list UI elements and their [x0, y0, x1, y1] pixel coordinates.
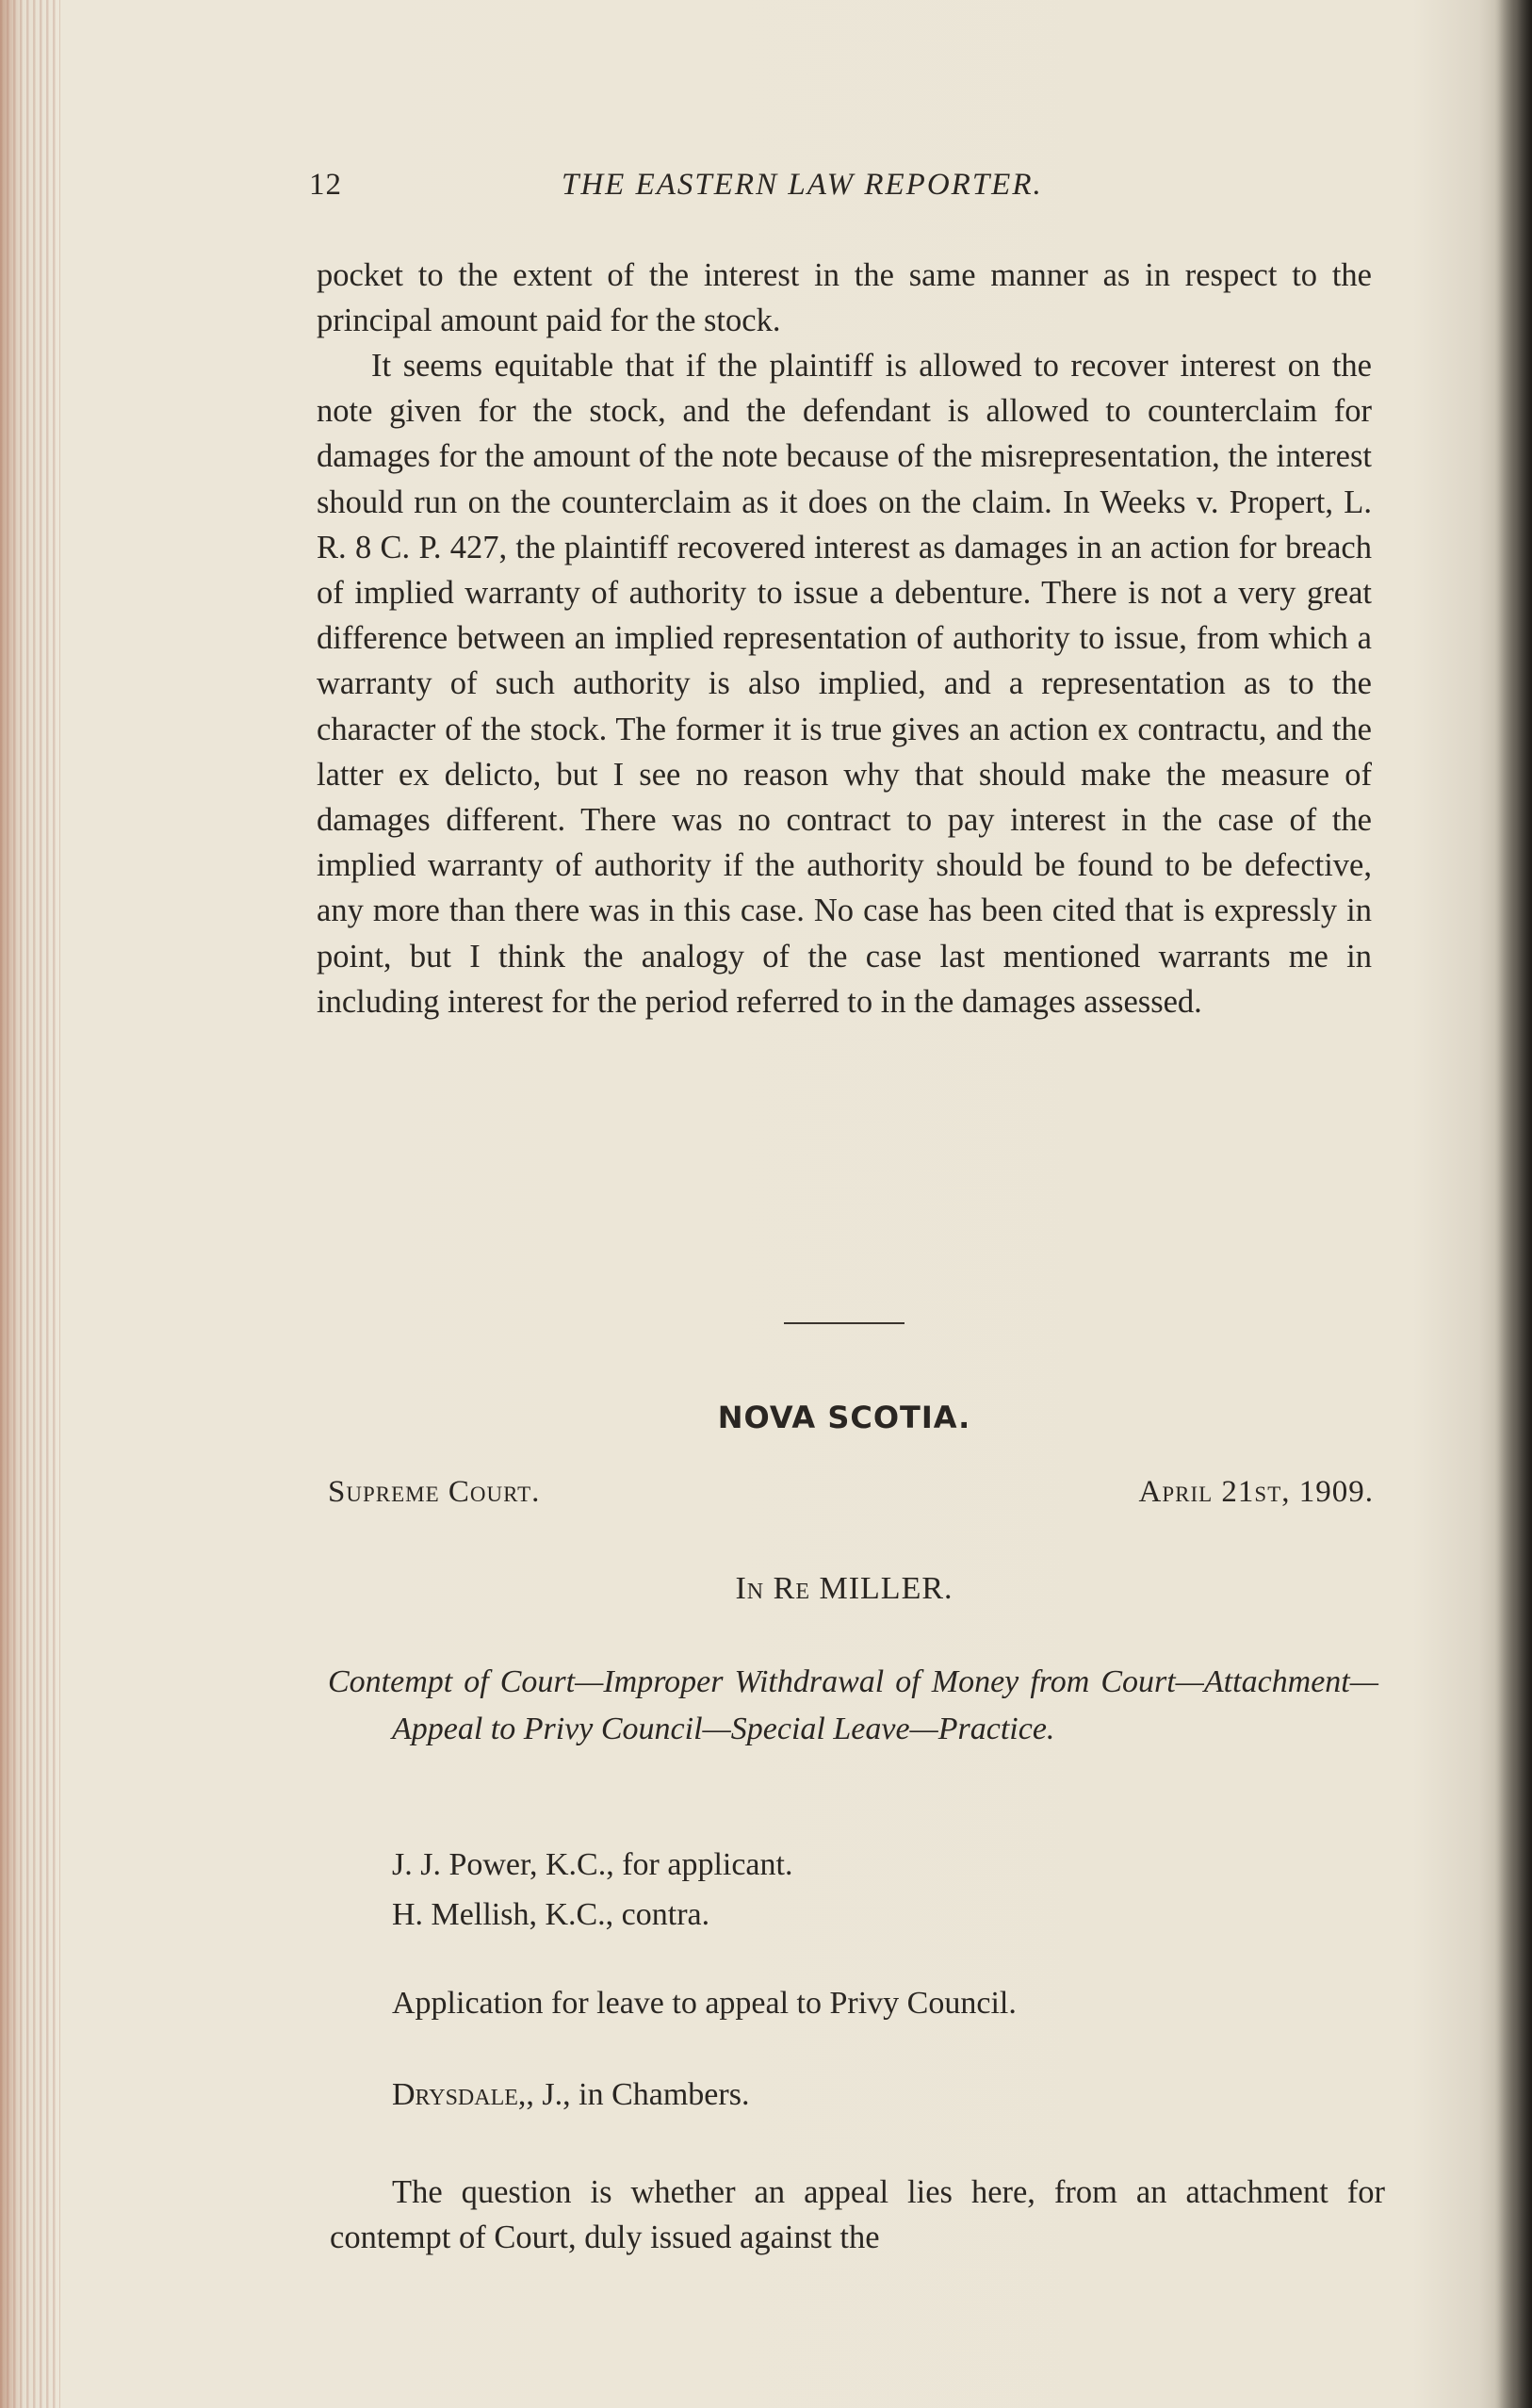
- opening-paragraph: The question is whether an appeal lies here, from an attachment for contempt of Court, duly issued against the: [330, 2174, 1385, 2255]
- page-binding-edge: [0, 0, 60, 2408]
- counsel-contra: H. Mellish, K.C., contra.: [392, 1897, 710, 1932]
- headnote-text: Contempt of Court—Improper Withdrawal of Money from Court—Attachment—Appeal to Privy Council—Special Leave—Practice.: [328, 1664, 1378, 1746]
- continuation-paragraph: [317, 253, 1372, 343]
- judge-name: Drysdale,: [392, 2077, 527, 2112]
- application-line: Application for leave to appeal to Privy Council.: [392, 1986, 1017, 2021]
- paragraph-text: pocket to the extent of the interest in the same manner as in respect to the principal amount paid for the stock.: [317, 257, 1372, 339]
- jurisdiction-heading: NOVA SCOTIA.: [717, 1400, 971, 1435]
- judge-line: [392, 2077, 749, 2113]
- page-gutter-shadow: [1494, 0, 1532, 2408]
- headnote: [328, 1659, 1378, 1753]
- court-name: Supreme Court.: [328, 1475, 541, 1509]
- judge-chambers: , J., in Chambers.: [526, 2077, 750, 2112]
- section-divider: [784, 1322, 905, 1324]
- page-header: [309, 168, 1374, 213]
- page-number: 12: [309, 168, 342, 202]
- decision-date: April 21st, 1909.: [1138, 1475, 1374, 1509]
- case-title: In Re MILLER.: [735, 1571, 953, 1606]
- judgment-paragraph: [317, 343, 1372, 1024]
- counsel-applicant: J. J. Power, K.C., for applicant.: [392, 1847, 793, 1882]
- paragraph-text: It seems equitable that if the plaintiff is allowed to recover interest on the note given for the stock, and the defendant is allowed to counterclaim for damages for the amount of the note because of the misrepresentation, the interest should run on the counterclaim as it does on the claim. In Weeks v. Propert, L. R. 8 C. P. 427, the plaintiff recovered interest as damages in an action for breach of implied warranty of authority to issue a debenture. There is not a very great difference between an implied representation of authority to issue, from which a warranty of such authority is also implied, and a representation as to the character of the stock. The former it is true gives an action ex contractu, and the latter ex delicto, but I see no reason why that should make the measure of damages different. There was no contract to pay interest in the case of the implied warranty of authority if the authority should be found to be defective, any more than there was in this case. No case has been cited that is expressly in point, but I think the analogy of the case last mentioned warrants me in including interest for the period referred to in the damages assessed.: [317, 348, 1372, 1020]
- running-title: THE EASTERN LAW REPORTER.: [562, 168, 1043, 202]
